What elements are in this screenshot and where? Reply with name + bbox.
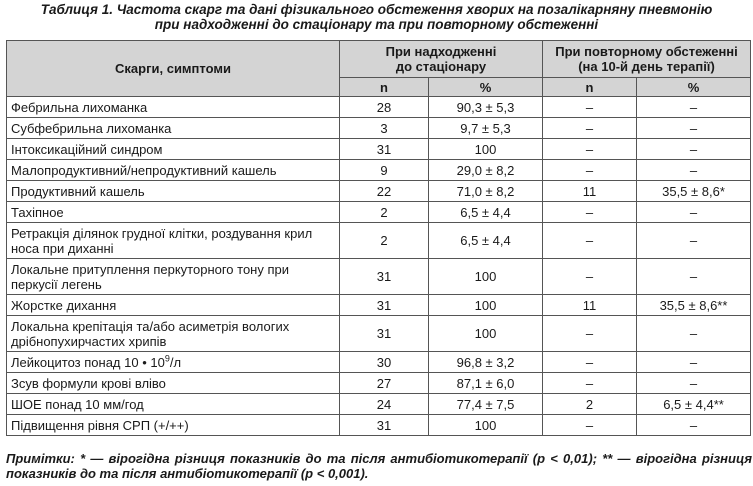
n-repeat-cell: 11 — [543, 181, 637, 202]
symptom-cell: Локальне притуплення перкуторного тону при перкусії легень — [7, 259, 340, 295]
n-repeat-cell: – — [543, 223, 637, 259]
header-n-admission: n — [340, 78, 429, 97]
n-repeat-cell: – — [543, 97, 637, 118]
n-repeat-cell: – — [543, 415, 637, 436]
pct-admission-cell: 96,8 ± 3,2 — [429, 352, 543, 373]
pct-admission-cell: 77,4 ± 7,5 — [429, 394, 543, 415]
pct-admission-cell: 6,5 ± 4,4 — [429, 202, 543, 223]
symptom-cell: ШОЕ понад 10 мм/год — [7, 394, 340, 415]
table-row — [7, 181, 751, 202]
table-row — [7, 118, 751, 139]
table-row — [7, 160, 751, 181]
symptom-unit: /л — [169, 354, 182, 370]
pct-repeat-cell: – — [637, 160, 751, 181]
n-admission-cell: 2 — [340, 202, 429, 223]
header-admission-line-1: При надходженні — [385, 44, 497, 59]
header-n-repeat: n — [543, 78, 637, 97]
table-row — [7, 352, 751, 373]
pct-admission-cell: 29,0 ± 8,2 — [429, 160, 543, 181]
n-repeat-cell: – — [543, 352, 637, 373]
symptom-cell: Зсув формули крові вліво — [7, 373, 340, 394]
table-row — [7, 316, 751, 352]
pct-admission-cell: 100 — [429, 139, 543, 160]
table-row — [7, 202, 751, 223]
pct-repeat-cell: – — [637, 373, 751, 394]
symptom-cell: Інтоксикаційний синдром — [7, 139, 340, 160]
n-repeat-cell: – — [543, 373, 637, 394]
symptom-cell: Малопродуктивний/непродуктивний кашель — [7, 160, 340, 181]
symptom-cell: Фебрильна лихоманка — [7, 97, 340, 118]
pct-repeat-cell: – — [637, 202, 751, 223]
pct-repeat-cell: – — [637, 259, 751, 295]
pct-repeat-cell: – — [637, 139, 751, 160]
n-admission-cell: 27 — [340, 373, 429, 394]
pct-admission-cell: 100 — [429, 316, 543, 352]
n-admission-cell: 24 — [340, 394, 429, 415]
header-admission — [340, 41, 543, 78]
header-repeat-line-2: (на 10-й день терапії) — [578, 59, 715, 74]
n-repeat-cell: – — [543, 139, 637, 160]
table-row — [7, 223, 751, 259]
symptom-exponent: 9 — [164, 353, 170, 364]
pct-repeat-cell: – — [637, 223, 751, 259]
header-pct-admission: % — [429, 78, 543, 97]
pct-repeat-cell: 35,5 ± 8,6** — [637, 295, 751, 316]
table-row — [7, 139, 751, 160]
pct-admission-cell: 9,7 ± 5,3 — [429, 118, 543, 139]
data-table — [6, 40, 751, 436]
pct-repeat-cell: – — [637, 352, 751, 373]
caption-line-1: Таблиця 1. Частота скарг та дані фізикального обстеження хворих на позалікарняну пневмонію — [40, 2, 713, 17]
n-admission-cell: 3 — [340, 118, 429, 139]
n-admission-cell: 31 — [340, 139, 429, 160]
header-row-1 — [7, 41, 751, 78]
pct-repeat-cell: – — [637, 415, 751, 436]
n-repeat-cell: – — [543, 160, 637, 181]
n-admission-cell: 31 — [340, 415, 429, 436]
n-repeat-cell: – — [543, 259, 637, 295]
header-admission-line-2: до стаціонару — [395, 59, 487, 74]
pct-admission-cell: 100 — [429, 259, 543, 295]
pct-repeat-cell: – — [637, 118, 751, 139]
table-row — [7, 295, 751, 316]
table-row — [7, 259, 751, 295]
pct-admission-cell: 100 — [429, 295, 543, 316]
caption-line-2: при надходженні до стаціонару та при повторному обстеженні — [154, 17, 599, 32]
n-admission-cell: 9 — [340, 160, 429, 181]
pct-repeat-cell: – — [637, 97, 751, 118]
symptom-cell: Продуктивний кашель — [7, 181, 340, 202]
table-row — [7, 97, 751, 118]
n-admission-cell: 30 — [340, 352, 429, 373]
symptom-cell: Підвищення рівня СРП (+/++) — [7, 415, 340, 436]
n-admission-cell: 31 — [340, 295, 429, 316]
pct-admission-cell: 90,3 ± 5,3 — [429, 97, 543, 118]
n-admission-cell: 31 — [340, 259, 429, 295]
symptom-cell — [7, 352, 340, 373]
table-row — [7, 373, 751, 394]
pct-repeat-cell: 6,5 ± 4,4** — [637, 394, 751, 415]
pct-admission-cell: 100 — [429, 415, 543, 436]
n-admission-cell: 22 — [340, 181, 429, 202]
table-row — [7, 415, 751, 436]
pct-repeat-cell: – — [637, 316, 751, 352]
symptom-cell: Тахіпное — [7, 202, 340, 223]
n-repeat-cell: 11 — [543, 295, 637, 316]
pct-admission-cell: 6,5 ± 4,4 — [429, 223, 543, 259]
pct-admission-cell: 87,1 ± 6,0 — [429, 373, 543, 394]
symptom-cell: Жорстке дихання — [7, 295, 340, 316]
pct-repeat-cell: 35,5 ± 8,6* — [637, 181, 751, 202]
pct-admission-cell: 71,0 ± 8,2 — [429, 181, 543, 202]
n-admission-cell: 28 — [340, 97, 429, 118]
table-row — [7, 394, 751, 415]
n-repeat-cell: – — [543, 118, 637, 139]
n-admission-cell: 31 — [340, 316, 429, 352]
n-admission-cell: 2 — [340, 223, 429, 259]
n-repeat-cell: – — [543, 202, 637, 223]
symptom-cell: Субфебрильна лихоманка — [7, 118, 340, 139]
symptom-cell: Локальна крепітація та/або асиметрія вологих дрібнопухирчастих хрипів — [7, 316, 340, 352]
symptom-text: Лейкоцитоз понад 10 • 10 — [11, 354, 165, 370]
n-repeat-cell: 2 — [543, 394, 637, 415]
header-repeat-exam — [543, 41, 751, 78]
table-caption — [0, 2, 753, 32]
n-repeat-cell: – — [543, 316, 637, 352]
symptom-cell: Ретракція ділянок грудної клітки, роздування крил носа при диханні — [7, 223, 340, 259]
header-pct-repeat: % — [637, 78, 751, 97]
table-footnote: Примітки: * — вірогідна різниця показників до та після антибіотикотерапії (p < 0,01); ** — вірогідна різниця показників до та після антибіотикотерапії (p < 0,001). — [6, 451, 752, 481]
header-repeat-line-1: При повторному обстеженні — [555, 44, 738, 59]
header-symptoms: Скарги, симптоми — [7, 41, 340, 97]
